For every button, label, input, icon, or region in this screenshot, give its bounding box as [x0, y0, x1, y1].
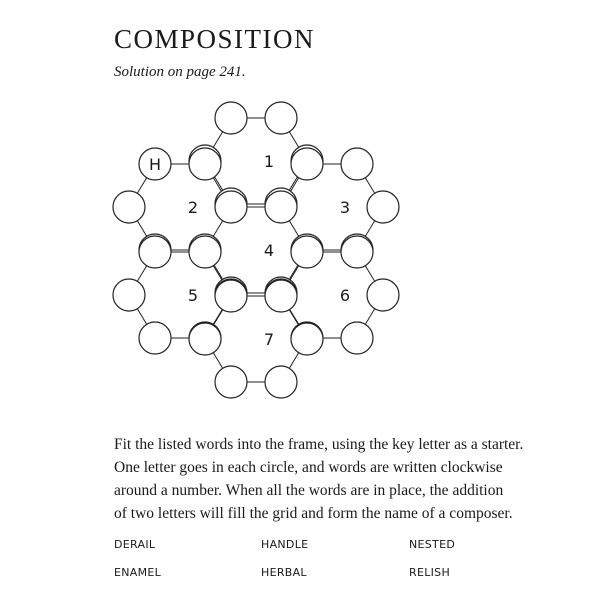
- cell-number: 6: [339, 286, 351, 305]
- key-letter: H: [148, 155, 162, 174]
- puzzle-title: COMPOSITION: [114, 24, 316, 54]
- instruction-line: Fit the listed words into the frame, using the key letter as a starter.: [114, 436, 524, 453]
- cell-number: 3: [339, 198, 351, 217]
- letter-circle[interactable]: [113, 191, 145, 223]
- letter-circle[interactable]: [215, 191, 247, 223]
- word-item: NESTED: [409, 538, 456, 551]
- word-item: ENAMEL: [114, 566, 162, 579]
- letter-circle[interactable]: [113, 279, 145, 311]
- cell-number: 5: [187, 286, 199, 305]
- letter-circle[interactable]: [265, 280, 297, 312]
- word-item: HANDLE: [261, 538, 309, 551]
- letter-circle[interactable]: [139, 236, 171, 268]
- letter-circle[interactable]: [215, 280, 247, 312]
- instruction-line: around a number. When all the words are in place, the addition: [114, 482, 504, 499]
- letter-circle[interactable]: [215, 366, 247, 398]
- cell-number: 4: [263, 241, 275, 260]
- word-item: HERBAL: [261, 566, 307, 579]
- letter-circle[interactable]: [265, 102, 297, 134]
- letter-circle[interactable]: [291, 323, 323, 355]
- cell-number: 7: [263, 330, 275, 349]
- letter-circle[interactable]: [189, 148, 221, 180]
- instruction-line: of two letters will fill the grid and form the name of a composer.: [114, 505, 513, 522]
- word-item: RELISH: [409, 566, 451, 579]
- instructions: [114, 433, 544, 525]
- letter-circle[interactable]: [189, 323, 221, 355]
- letter-circle[interactable]: [215, 102, 247, 134]
- letter-circle[interactable]: [265, 366, 297, 398]
- letter-circle[interactable]: [341, 148, 373, 180]
- letter-circle[interactable]: [189, 236, 221, 268]
- letter-circle[interactable]: [367, 279, 399, 311]
- letter-circle[interactable]: [291, 236, 323, 268]
- cell-number: 1: [263, 152, 275, 171]
- letter-circle[interactable]: [291, 148, 323, 180]
- letter-circle[interactable]: [367, 191, 399, 223]
- cell-number: 2: [187, 198, 199, 217]
- letter-circle[interactable]: [341, 322, 373, 354]
- instruction-line: One letter goes in each circle, and words are written clockwise: [114, 459, 503, 476]
- letter-circle[interactable]: [341, 236, 373, 268]
- word-item: DERAIL: [114, 538, 156, 551]
- letter-circle[interactable]: [139, 322, 171, 354]
- letter-circle[interactable]: [265, 191, 297, 223]
- solution-reference: Solution on page 241.: [114, 64, 246, 80]
